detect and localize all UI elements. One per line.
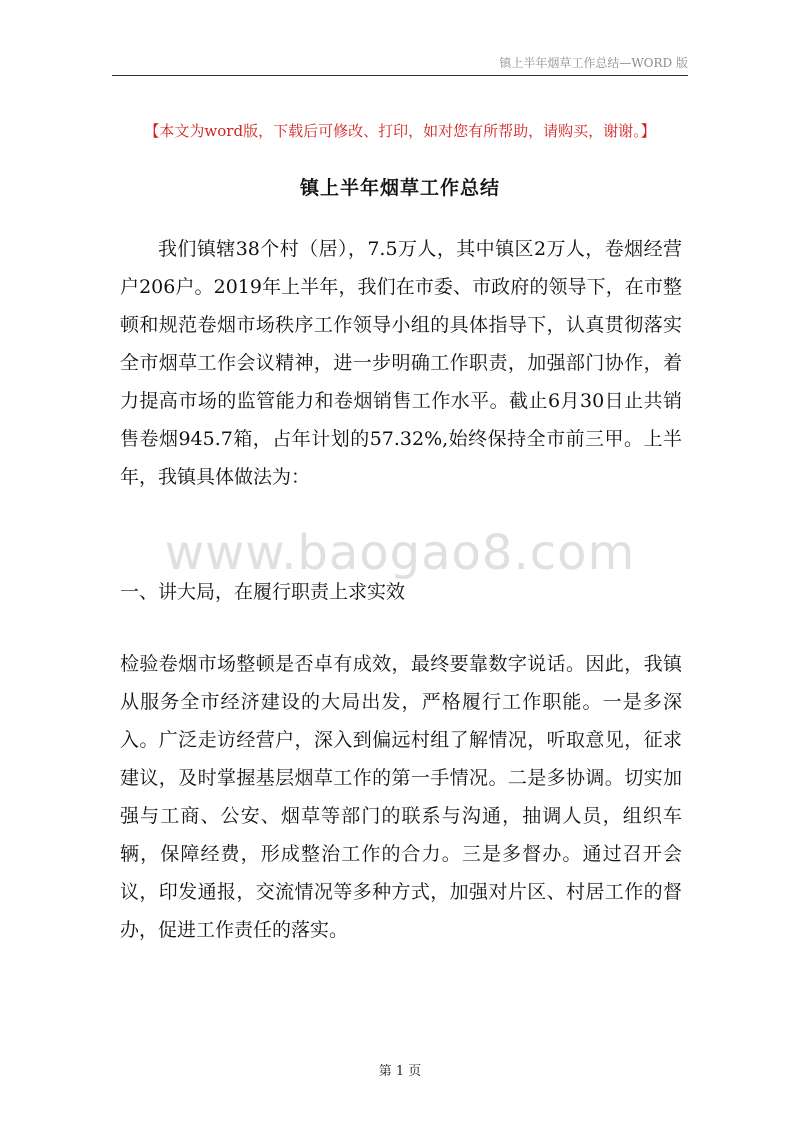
header-divider — [112, 75, 688, 76]
document-title: 镇上半年烟草工作总结 — [299, 177, 500, 199]
body-paragraph: 检验卷烟市场整顿是否卓有成效，最终要靠数字说话。因此，我镇从服务全市经济建设的大局出发，严格履行工作职能。一是多深入。广泛走访经营户，深入到偏远村组了解情况，听取意见，征求建议，及时掌握基层烟草工作的第一手情况。二是多协调。切实加强与工商、公安、烟草等部门的联系与沟通，抽调人员，组织车辆，保障经费，形成整治工作的合力。三是多督办。通过召开会议，印发通报，交流情况等多种方式，加强对片区、村居工作的督办，促进工作责任的落实。 — [120, 653, 682, 941]
section-heading: 一、讲大局，在履行职责上求实效 — [120, 581, 406, 603]
page-header-text: 镇上半年烟草工作总结—WORD 版 — [499, 56, 688, 70]
watermark-text: www.baogao8.com — [164, 525, 636, 581]
intro-paragraph: 我们镇辖38个村（居），7.5万人，其中镇区2万人，卷烟经营户206户。2019年上半年，我们在市委、市政府的领导下，在市整顿和规范卷烟市场秩序工作领导小组的具体指导下，认真贯彻落实全市烟草工作会议精神，进一步明确工作职责，加强部门协作，着力提高市场的监管能力和卷烟销售工作水平。截止6月30日止共销售卷烟945.7箱，占年计划的57.32%,始终保持全市前三甲。上半年，我镇具体做法为： — [120, 238, 682, 488]
page-number: 第 1 页 — [378, 1064, 422, 1079]
download-notice: 【本文为word版，下载后可修改、打印，如对您有所帮助，请购买，谢谢。】 — [144, 122, 656, 140]
